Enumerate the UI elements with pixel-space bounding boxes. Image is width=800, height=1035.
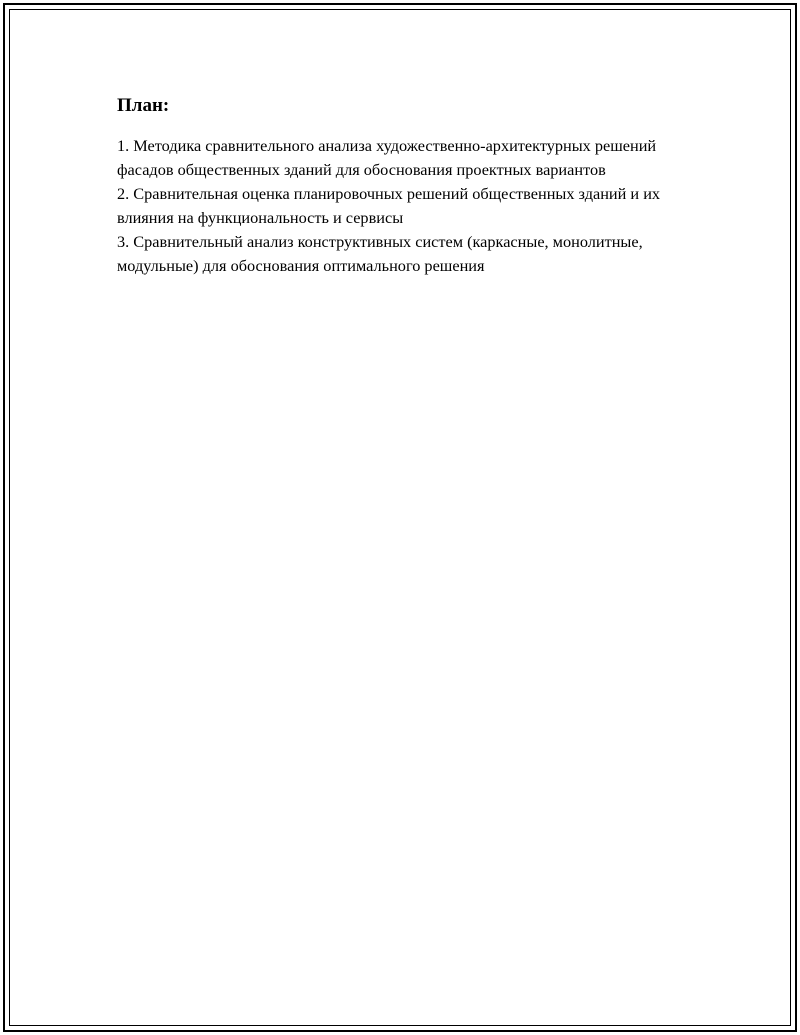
- plan-heading: План:: [117, 95, 170, 116]
- plan-list: [117, 134, 697, 278]
- document-body: [117, 94, 697, 278]
- plan-item-1: 1. Методика сравнительного анализа художественно-архитектурных решений фасадов общественных зданий для обоснования проектных вариантов: [117, 136, 657, 179]
- plan-item-3: 3. Сравнительный анализ конструктивных систем (каркасные, монолитные, модульные) для обоснования оптимального решения: [117, 232, 643, 275]
- plan-item-2: 2. Сравнительная оценка планировочных решений общественных зданий и их влияния на функциональность и сервисы: [117, 184, 661, 227]
